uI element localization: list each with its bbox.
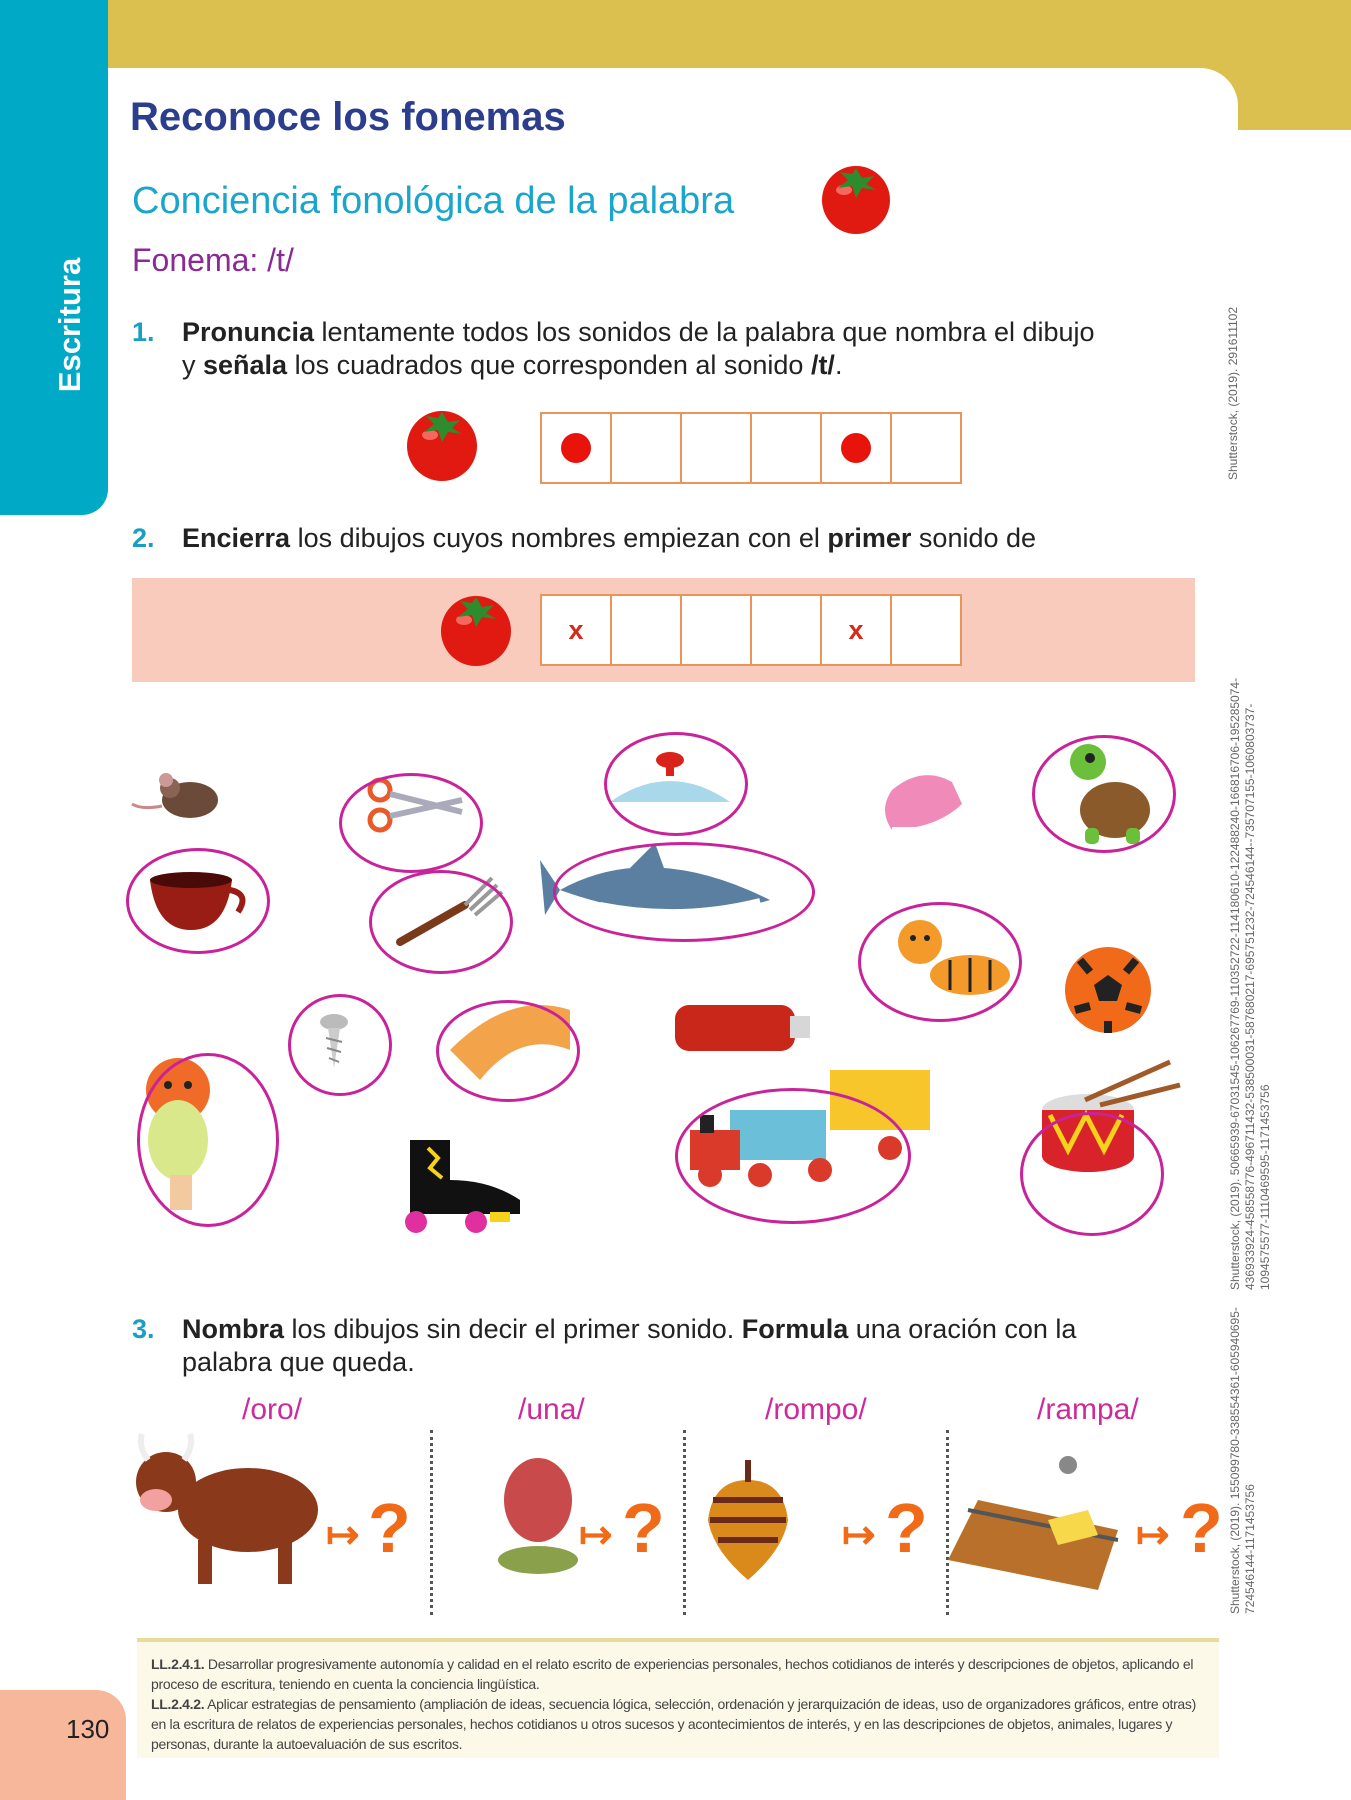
circled-scissors[interactable]: [339, 773, 483, 873]
ex1-verb1: Pronuncia: [182, 317, 315, 347]
curriculum-footer: [137, 1638, 1219, 1758]
prickly-pear-icon: [498, 1458, 578, 1574]
ball-icon[interactable]: [1065, 947, 1151, 1033]
exercise-3: [132, 1313, 1076, 1379]
roller-skate-icon[interactable]: [405, 1140, 520, 1233]
exercise-1: [132, 316, 1095, 382]
exercise-3-pictures: [128, 1420, 1228, 1600]
syllable-una: /una/: [518, 1393, 585, 1426]
phoneme-box: [750, 594, 822, 666]
circled-turtle[interactable]: [1032, 735, 1176, 853]
question-mark-icon[interactable]: ?: [885, 1489, 928, 1567]
exercise-1-number: 1.: [132, 317, 155, 347]
circled-lid[interactable]: [604, 732, 748, 836]
syllable-rampa: /rampa/: [1037, 1393, 1139, 1426]
ex2-text1: los dibujos cuyos nombres empiezan con el: [290, 523, 828, 553]
phoneme-boxes-1[interactable]: [542, 412, 962, 484]
circled-puppet[interactable]: [137, 1053, 279, 1227]
ex3-verb2: Formula: [741, 1314, 849, 1344]
question-mark-icon[interactable]: ?: [622, 1489, 665, 1567]
arrow-icon: ↦: [1136, 1513, 1170, 1557]
phoneme-box[interactable]: [610, 412, 682, 484]
tomato-icon: [816, 156, 896, 236]
phoneme-box[interactable]: [680, 412, 752, 484]
question-mark-icon[interactable]: ?: [368, 1489, 411, 1567]
subtitle-text: Conciencia fonológica de la palabra: [132, 180, 735, 222]
ex1-text1: lentamente todos los sonidos de la palabra que nombra el dibujo: [314, 317, 1095, 347]
page-number-tab: [0, 1690, 126, 1800]
phoneme-box: [890, 594, 962, 666]
mousetrap-icon: [948, 1456, 1118, 1590]
ex1-text3: los cuadrados que corresponden al sonido: [287, 350, 811, 380]
phoneme-box[interactable]: [890, 412, 962, 484]
marked-dot: [561, 433, 591, 463]
tomato-icon: [436, 585, 516, 667]
page-number: 130: [66, 1714, 110, 1744]
footer-code-1: LL.2.4.1.: [151, 1656, 205, 1672]
circled-tile[interactable]: [436, 1000, 580, 1102]
section-side-tab-label: Escritura: [52, 257, 87, 393]
ex3-text3: palabra que queda.: [182, 1347, 415, 1377]
ex3-verb1: Nombra: [182, 1314, 285, 1344]
bull-icon: [136, 1434, 318, 1584]
tomato-icon: [402, 400, 482, 482]
circled-tiger[interactable]: [858, 902, 1022, 1022]
exercise-2-number: 2.: [132, 523, 155, 553]
phoneme-label: Fonema: /t/: [132, 242, 294, 278]
phoneme-box[interactable]: [540, 412, 612, 484]
ex1-verb2: señala: [203, 350, 288, 380]
phoneme-boxes-2: [542, 594, 962, 666]
arrow-icon: ↦: [326, 1513, 360, 1557]
circled-screw[interactable]: [288, 994, 392, 1096]
section-subtitle: [132, 180, 734, 223]
ex2-bold: primer: [827, 523, 912, 553]
phoneme-box: [680, 594, 752, 666]
bottle-icon[interactable]: [675, 1005, 810, 1051]
arrow-icon: ↦: [842, 1513, 876, 1557]
circled-drum[interactable]: [1020, 1112, 1164, 1236]
phoneme-box: [610, 594, 682, 666]
phoneme-box[interactable]: [820, 412, 892, 484]
ex3-text2: una oración con la: [848, 1314, 1077, 1344]
marked-dot: [841, 433, 871, 463]
phoneme-box[interactable]: [750, 412, 822, 484]
spinning-top-icon: [708, 1460, 788, 1580]
phoneme-box: x: [820, 594, 892, 666]
ex1-text4: .: [834, 350, 843, 380]
circled-shark[interactable]: [553, 842, 815, 942]
phoneme-box: x: [540, 594, 612, 666]
circled-cup[interactable]: [126, 848, 270, 954]
page-title: Reconoce los fonemas: [130, 95, 566, 139]
ex1-text2: y: [182, 350, 204, 380]
syllable-oro: /oro/: [242, 1393, 303, 1426]
footer-code-2: LL.2.4.2.: [151, 1696, 205, 1712]
arrow-icon: ↦: [579, 1513, 613, 1557]
ex3-text1: los dibujos sin decir el primer sonido.: [284, 1314, 742, 1344]
ex2-text2: sonido de: [911, 523, 1037, 553]
circled-fork[interactable]: [369, 870, 513, 974]
ex1-sound: /t/: [810, 350, 835, 380]
footer-text-1: Desarrollar progresivamente autonomía y calidad en el relato escrito de experiencias personales, hechos cotidianos de interés y descripciones de objetos, aplicando el proceso de escritura, teniendo en cuenta la conciencia lingüística.: [151, 1656, 1194, 1692]
ex2-verb: Encierra: [182, 523, 291, 553]
exercise-2: [132, 522, 1036, 555]
circled-train[interactable]: [675, 1088, 911, 1224]
footer-text-2: Aplicar estrategias de pensamiento (ampliación de ideas, secuencia lógica, selección, ordenación y jerarquización de ideas, uso de organizadores gráficos, entre otras) en la escritura de relatos de experiencias personales, hechos cotidianos u otros sucesos y acontecimientos de interés, y en las descripciones de objetos, animales, lugares y personas, durante la autoevaluación de sus escritos.: [151, 1696, 1196, 1752]
exercise-3-number: 3.: [132, 1314, 155, 1344]
mouse-icon[interactable]: [132, 773, 218, 818]
shoe-icon[interactable]: [885, 775, 962, 830]
syllable-rompo: /rompo/: [765, 1393, 867, 1426]
question-mark-icon[interactable]: ?: [1180, 1489, 1223, 1567]
